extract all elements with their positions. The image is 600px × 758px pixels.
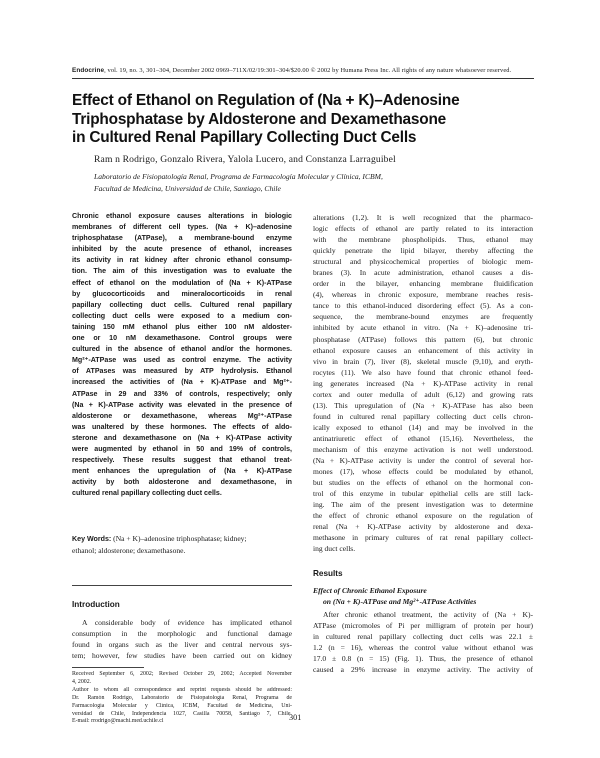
abstract-line: inhibited by the acute presence of ethanol, increases — [72, 245, 292, 254]
abstract-line: membranes of different cell types. (Na + K)–adenosine — [72, 223, 292, 232]
body-line: After chronic ethanol treatment, the activity of (Na + K)- — [323, 610, 533, 619]
results-heading: Results — [313, 569, 343, 578]
results-subheading — [313, 586, 533, 607]
body-line: with the membrane phospholipids. Thus, ethanol may — [313, 235, 533, 245]
title-line: Effect of Ethanol on Regulation of (Na + K)–Adenosine — [72, 92, 460, 109]
abstract-line: was unaltered by these hormones. The effects of aldo- — [72, 422, 292, 431]
body-line: phosphatase (ATPase) follows this pattern (6), but chronic — [313, 334, 533, 344]
article-title — [72, 92, 542, 148]
body-line: structural and physicochemical properties of biologic mem- — [313, 257, 533, 267]
abstract-line: papillary collecting duct cells. Cultured renal papillary — [72, 300, 292, 309]
footnote-line: 4, 2002. — [72, 678, 92, 685]
body-line: vivo in brain (7), liver (8), skeletal muscle (9,10), and eryth- — [313, 356, 533, 366]
body-line: branes (3). In acute administration, ethanol causes a dis- — [313, 268, 533, 278]
keywords-text: (Na + K)–adenosine triphosphatase; kidney; — [111, 534, 247, 543]
body-line: tance to this ethanol-induced disordering effect (5). As a con- — [313, 301, 533, 311]
body-line: renal (Na + K)-ATPase activity by aldosterone and dexa- — [313, 522, 533, 532]
affiliation — [94, 171, 534, 194]
keywords-text: ethanol; aldosterone; dexamethasone. — [72, 546, 186, 556]
body-line: ing. The aim of the present investigation was to determine — [313, 500, 533, 510]
abstract-line: triphosphatase (ATPase), a membrane-bound enzyme — [72, 234, 292, 243]
body-line: (13). This upregulation of (Na + K)-ATPase has also been — [313, 400, 533, 410]
footnote — [72, 671, 292, 726]
body-line: 1.2 (n = 16), whereas the control value without ethanol was — [313, 643, 533, 653]
title-line: in Cultured Renal Papillary Collecting Duct Cells — [72, 129, 417, 147]
body-line: order in the bilayer, enhancing membrane fluidification — [313, 279, 533, 289]
body-line: ATPase (micromoles of Pi per milligram of protein per hour) — [313, 621, 533, 631]
body-line: rocytes (11). We also have found that chronic ethanol feed- — [313, 367, 533, 377]
abstract-line: effect of ethanol on the modulation of (Na + K)-ATPase — [72, 278, 292, 287]
journal-citation: , vol. 19, no. 3, 301–304, December 2002 0969–711X/02/19:301–304/$20.00 © 2002 by Humana Press Inc. All rights of any nature whatsoever reserved. — [104, 67, 512, 74]
body-line: consumption in the morphologic and functional damage — [72, 629, 292, 639]
abstract — [72, 211, 292, 499]
abstract-line: (Na + K)-ATPase activity was elevated in the presence of — [72, 400, 292, 409]
body-line: ically exposed to ethanol (14) and may be involved in the — [313, 422, 533, 432]
footnote-line: versidad de Chile, Independencia 1027, Casilla 70058, Santiago 7, Chile. — [72, 710, 292, 717]
body-line: cortex and outer medulla of adult (6,12) and growing rats — [313, 389, 533, 399]
journal-name: Endocrine — [72, 67, 105, 74]
body-line: found in cultured renal papillary collecting duct cells chron- — [313, 411, 533, 421]
body-line: in cultured renal papillary collecting duct cells was 22.1 ± — [313, 632, 533, 642]
abstract-line: Chronic ethanol exposure causes alterations in biologic — [72, 212, 292, 220]
right-column-body — [313, 212, 533, 554]
keywords-label: Key Words: — [72, 535, 112, 543]
intro-body — [72, 617, 292, 661]
body-line: ing generates increased (Na + K)-ATPase activity in renal — [313, 378, 533, 388]
body-line: logic effects of ethanol are partly related to its interaction — [313, 224, 533, 234]
body-line: the effect of chronic ethanol exposure on the regulation of — [313, 511, 533, 521]
abstract-line: activity by both aldosterone and dexamethasone, in — [72, 478, 292, 487]
subheading-line: on (Na + K)-ATPase and Mg²⁺-ATPase Activities — [323, 596, 477, 606]
header-rule — [72, 78, 534, 79]
footnote-email[interactable]: E-mail: rrodrigo@machi.med.uchile.cl — [72, 718, 164, 725]
body-line: A considerable body of evidence has implicated ethanol — [82, 618, 292, 627]
abstract-line: respectively. These results suggest that ethanol treat- — [72, 456, 292, 465]
intro-heading: Introduction — [72, 600, 120, 609]
affiliation-line: Laboratorio de Fisiopatología Renal, Programa de Farmacología Molecular y Clínica, ICBM, — [94, 172, 383, 181]
abstract-line: ment enhances the upregulation of (Na + K)-ATPase — [72, 467, 292, 476]
abstract-line: of ATPases was measured by ATP hydrolysis. Ethanol — [72, 367, 292, 376]
abstract-line: tion. The aim of this investigation was to evaluate the — [72, 267, 292, 276]
footnote-line: Author to whom all correspondence and reprint requests should be addressed: — [72, 686, 292, 693]
footnote-line: Dr. Ramón Rodrigo, Laboratorio de Fisiopatología Renal, Programa de — [72, 694, 292, 701]
abstract-line: sterone and dexamethasone on (Na + K)-ATPase activity — [72, 433, 292, 442]
affiliation-line: Facultad de Medicina, Universidad de Chile, Santiago, Chile — [94, 183, 281, 193]
footnote-rule — [72, 667, 144, 668]
footnote-line: Received September 6, 2002; Revised October 29, 2002; Accepted November — [72, 671, 292, 677]
title-line: Triphosphatase by Aldosterone and Dexamethasone — [72, 110, 447, 128]
abstract-line: cultured renal papillary collecting duct cells. — [72, 489, 222, 498]
body-line: caused a 29% increase in enzyme activity. The activity of — [313, 665, 533, 675]
abstract-line: cultured in the absence of ethanol and/or the hormones. — [72, 345, 292, 354]
page-number: 301 — [289, 713, 302, 722]
abstract-line: one or 10 nM dexamethasone. Control groups were — [72, 334, 292, 343]
abstract-line: by glucocorticoids and mineralocorticoids in renal — [72, 289, 292, 298]
footnote-line: Farmacología Molecular y Clínica, ICBM, Facultad de Medicina, Uni- — [72, 702, 292, 709]
body-line: quickly penetrate the lipid bilayer, thereby affecting the — [313, 246, 533, 256]
abstract-line: ATPase in 29 and 33% of controls, respectively; only — [72, 389, 292, 398]
body-line: mones (17), whose effects could be modulated by ethanol, — [313, 467, 533, 477]
results-body — [313, 609, 533, 675]
abstract-line: collecting duct cells were exposed to a medium con- — [72, 311, 292, 320]
body-line: inhibited by acute ethanol in vitro. (Na + K)–adenosine tri- — [313, 323, 533, 333]
body-line: but studies on the effects of ethanol on the hormonal con- — [313, 478, 533, 488]
body-line: trol of this enzyme in tubular epithelial cells are still lack- — [313, 489, 533, 499]
body-line: alterations (1,2). It is well recognized that the pharmaco- — [313, 213, 533, 222]
body-line: mechanism of this enzyme activation is not well understood. — [313, 444, 533, 454]
abstract-line: Mg²⁺-ATPase was used as control enzyme. The activity — [72, 356, 292, 365]
abstract-line: were augmented by ethanol in 50 and 19% of controls, — [72, 444, 292, 453]
abstract-line: aldosterone or dexamethasone, whereas Mg²⁺-ATPase — [72, 411, 292, 420]
journal-header — [72, 67, 534, 74]
body-line: antinatriuretic effect of ethanol (15,16). Nevertheless, the — [313, 433, 533, 443]
body-line: found in organs such as the liver and central nervous sys- — [72, 640, 292, 650]
body-line: sequence, the membrane-bound enzymes are frequently — [313, 312, 533, 322]
body-line: tem; however, few studies have been carried out on kidney — [72, 651, 292, 661]
body-line: (4), whereas in chronic exposure, membrane reaches resis- — [313, 290, 533, 300]
body-line: (Na + K)-ATPase activity is under the control of several hor- — [313, 456, 533, 466]
abstract-line: taining 150 mM ethanol plus either 100 nM aldoster- — [72, 322, 292, 331]
body-line: ing duct cells. — [313, 544, 356, 554]
subheading-line: Effect of Chronic Ethanol Exposure — [313, 586, 427, 595]
abstract-line: its activity in rat kidney after chronic ethanol consump- — [72, 256, 292, 265]
section-rule — [72, 585, 292, 586]
abstract-line: increased the activities of (Na + K)-ATPase and Mg²⁺- — [72, 378, 292, 387]
body-line: ethanol exposure causes an enhancement of this activity in — [313, 345, 533, 355]
author-list: Ram n Rodrigo, Gonzalo Rivera, Yalola Lucero, and Constanza Larraguibel — [94, 154, 396, 165]
body-line: methasone in primary cultures of rat renal papillary collect- — [313, 533, 533, 543]
keywords — [72, 533, 292, 556]
body-line: 17.0 ± 0.8 (n = 15) (Fig. 1). Thus, the presence of ethanol — [313, 654, 533, 664]
